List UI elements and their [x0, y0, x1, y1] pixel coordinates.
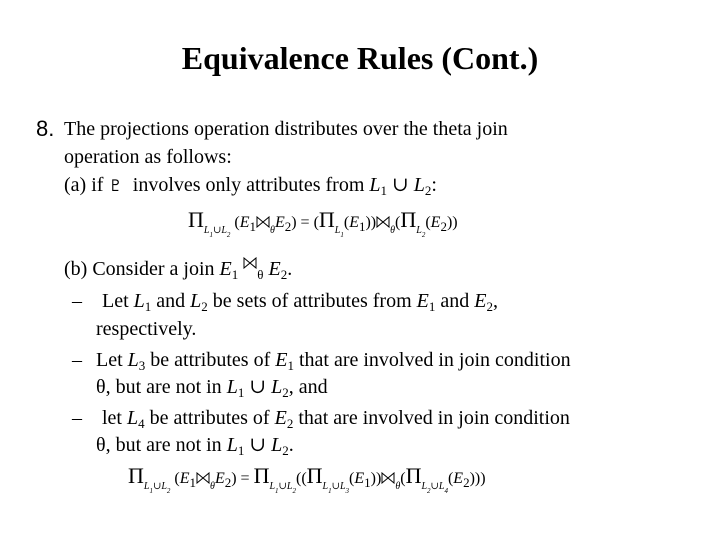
join-icon	[256, 216, 270, 228]
sub-2: 2	[282, 385, 289, 400]
bullet-2-b: be attributes of	[150, 349, 271, 371]
line-a-mid: involves only attributes from	[132, 174, 365, 196]
var-e: E	[354, 470, 365, 487]
join-icon	[243, 257, 257, 269]
equals-sign: =	[300, 214, 310, 231]
sub-l2l4: L2∪L4	[421, 481, 448, 495]
var-l: L	[271, 434, 283, 456]
sub-2: 2	[282, 443, 289, 458]
pi-symbol: Π	[188, 207, 204, 232]
theta: θ	[96, 376, 106, 398]
bullet-3-cont	[96, 432, 294, 458]
sub-1: 1	[231, 267, 239, 282]
text-line-a	[64, 172, 437, 199]
text-line-b	[64, 256, 292, 282]
period: .	[288, 434, 294, 456]
equals-sign: =	[240, 470, 250, 487]
formula-b: $\Pi_{L_1\cup L_2}$ ($E_1$ $_\theta E_2) = \Pi_{L_1\cup L_2}((\Pi_{L_1\cup L_3}(E_1))$ $_\theta(\Pi_{L_2\cup L_4}(E_2))$)	[128, 463, 486, 495]
join-icon	[196, 472, 210, 484]
colon: :	[431, 174, 437, 196]
sub-1: 1	[249, 219, 257, 234]
bullet-3	[102, 405, 570, 431]
period: .	[287, 258, 293, 280]
sub-l1l2: L1∪L2	[143, 481, 171, 495]
bullet-1-cont: respectively.	[96, 318, 197, 340]
sub-4: 4	[138, 416, 145, 431]
theta: θ	[96, 434, 106, 456]
var-l: L	[127, 407, 139, 429]
var-e: E	[239, 214, 250, 231]
theta-sub: θ	[257, 267, 264, 282]
sub-l1l3: L1∪L3	[322, 481, 350, 495]
sub-l2: L2	[416, 225, 426, 239]
theta-sub: θ	[270, 225, 275, 236]
sub-1: 1	[428, 299, 436, 314]
bullet-1-c: be sets of attributes from	[212, 290, 412, 312]
sub-1: 1	[364, 475, 371, 490]
sub-1: 1	[358, 219, 366, 234]
sub-2: 2	[280, 267, 288, 282]
sub-2: 2	[486, 299, 493, 314]
sub-l1: L1	[334, 225, 344, 239]
var-e: E	[179, 470, 190, 487]
var-e: E	[274, 407, 287, 429]
bullet-dash-2: –	[72, 349, 82, 371]
sub-2: 2	[286, 416, 294, 431]
var-e: E	[453, 470, 464, 487]
union-symbol: ∪	[249, 434, 267, 456]
bullet-dash-1: –	[72, 290, 82, 312]
var-l: L	[127, 349, 139, 371]
sub-l1l2: L1∪L2	[203, 225, 231, 239]
pi-symbol: Π	[318, 207, 335, 232]
sub-2: 2	[424, 183, 432, 198]
pi-symbol: Π	[253, 463, 270, 488]
var-l: L	[190, 290, 202, 312]
var-e: E	[430, 214, 441, 231]
bullet-dash-3: –	[72, 407, 82, 429]
theta-sub: θ	[390, 225, 396, 236]
var-l: L	[226, 376, 238, 398]
sub-1: 1	[144, 299, 152, 314]
pi-symbol: Π	[405, 463, 422, 488]
line-b-prefix: (b) Consider a join	[64, 258, 215, 280]
sub-2: 2	[440, 219, 447, 234]
join-icon	[376, 216, 390, 228]
var-l: L	[369, 174, 381, 196]
var-e: E	[274, 214, 285, 231]
sub-1: 1	[237, 443, 245, 458]
sub-3: 3	[138, 358, 146, 373]
pi-symbol: Π	[306, 463, 323, 488]
sub-2: 2	[463, 475, 470, 490]
line-a-prefix: (a) if	[64, 174, 104, 196]
bullet-1-d: and	[440, 290, 470, 312]
bullet-3-c: that are involved in join condition	[298, 407, 570, 429]
bullet-2-cont	[96, 374, 328, 400]
bullet-3-a: let	[102, 407, 122, 429]
theta-sub: θ	[395, 481, 401, 492]
union-symbol: ∪	[392, 174, 409, 196]
bullet-2-a: Let	[96, 349, 123, 371]
var-e: E	[416, 290, 429, 312]
but-not-in-2: , but are not in	[105, 434, 222, 456]
var-e: E	[219, 258, 232, 280]
bullet-2	[96, 347, 571, 373]
theta-glyph-icon: ♇	[108, 176, 123, 195]
var-e: E	[474, 290, 487, 312]
var-e: E	[275, 349, 288, 371]
bullet-1-a: Let	[102, 290, 129, 312]
theta-sub: θ	[210, 481, 215, 492]
join-icon	[381, 472, 395, 484]
sub-2: 2	[224, 475, 232, 490]
pi-symbol: Π	[400, 207, 417, 232]
pi-symbol: Π	[128, 463, 144, 488]
but-not-in-1: , but are not in	[105, 376, 222, 398]
sub-2: 2	[284, 219, 292, 234]
var-l: L	[413, 174, 425, 196]
union-symbol: ∪	[249, 376, 267, 398]
var-l: L	[271, 376, 283, 398]
var-e: E	[349, 214, 359, 231]
bullet-1	[102, 288, 498, 314]
line1-text: The projections operation distributes over the theta join	[64, 118, 508, 140]
slide-title: Equivalence Rules (Cont.)	[181, 40, 539, 76]
sub-1: 1	[189, 475, 197, 490]
sub-2: 2	[201, 299, 208, 314]
sub-1: 1	[287, 358, 294, 373]
bullet-3-b: be attributes of	[149, 407, 270, 429]
item-number: 8.	[36, 116, 55, 141]
bullet-2-c: that are involved in join condition	[298, 349, 571, 371]
var-e: E	[214, 470, 225, 487]
text-line-2	[64, 144, 232, 170]
sub-l1l2: L1∪L2	[269, 481, 296, 495]
sub-1: 1	[237, 385, 245, 400]
text-line-1	[64, 116, 508, 142]
bullet-1-b: and	[156, 290, 186, 312]
and-word: , and	[288, 376, 328, 398]
bullet-1-e: ,	[492, 290, 498, 312]
formula-a: $\Pi_{L_1\cup L_2}$ ($E_1$ $_\theta E_2) = (\Pi_{L_1}(E_1))$ $_\theta(\Pi_{L_2}(E_2))$	[188, 207, 458, 239]
var-l: L	[133, 290, 145, 312]
var-e: E	[268, 258, 281, 280]
var-l: L	[226, 434, 238, 456]
sub-1: 1	[380, 183, 388, 198]
line2-text: operation as follows:	[64, 146, 232, 168]
